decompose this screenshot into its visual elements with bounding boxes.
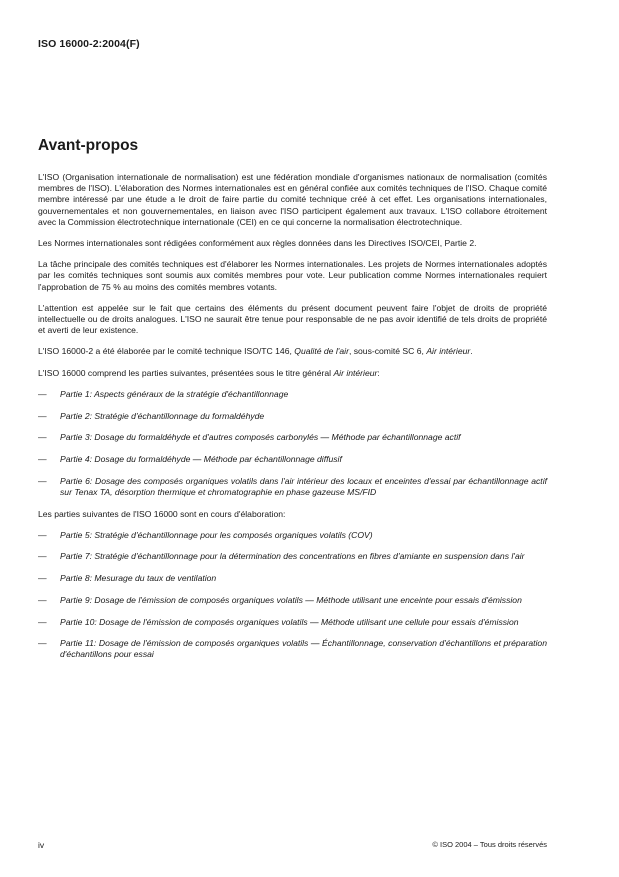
- paragraph-directives: Les Normes internationales sont rédigées conformément aux règles données dans les Directives ISO/CEI, Partie 2.: [38, 238, 477, 249]
- text-run: :: [377, 367, 380, 378]
- dash-bullet: —: [38, 573, 47, 584]
- list-item-text: Partie 8: Mesurage du taux de ventilation: [60, 573, 217, 584]
- dash-bullet: —: [38, 432, 47, 443]
- page-number: iv: [38, 840, 45, 850]
- list-item: [38, 573, 547, 584]
- dash-bullet: —: [38, 529, 47, 540]
- list-item: [38, 411, 547, 422]
- dash-bullet: —: [38, 453, 47, 464]
- list-item: [38, 595, 547, 606]
- list-item-text: Partie 5: Stratégie d'échantillonnage pour les composés organiques volatils (COV): [60, 529, 373, 540]
- dash-bullet: —: [38, 638, 47, 649]
- list-item: [38, 551, 547, 562]
- paragraph-upcoming-intro: Les parties suivantes de l'ISO 16000 sont en cours d'élaboration:: [38, 508, 286, 519]
- committee-title: Qualité de l'air: [294, 346, 349, 357]
- list-item: [38, 389, 547, 400]
- dash-bullet: —: [38, 616, 47, 627]
- dash-bullet: —: [38, 410, 47, 421]
- dash-bullet: —: [38, 594, 47, 605]
- list-item: [38, 454, 547, 465]
- upcoming-parts-list: [38, 530, 547, 661]
- list-item-text: Partie 3: Dosage du formaldéhyde et d'autres composés carbonylés — Méthode par échantillonnage actif: [60, 432, 461, 443]
- list-item-text: Partie 11: Dosage de l'émission de composés organiques volatils — Échantillonnage, conservation d'échantillons et préparation d'échantillons pour essai: [60, 638, 547, 660]
- subcommittee-title: Air intérieur: [426, 346, 471, 357]
- list-item: [38, 530, 547, 541]
- paragraph-prepared-by: [38, 346, 547, 357]
- copyright-notice: © ISO 2004 – Tous droits réservés: [432, 840, 547, 849]
- list-item-text: Partie 6: Dosage des composés organiques volatils dans l'air intérieur des locaux et enceintes d'essai par échantillonnage actif sur Tenax TA, désorption thermique et chromatographie en phase gazeuse MS/FID: [60, 475, 547, 497]
- list-item-text: Partie 7: Stratégie d'échantillonnage pour la détermination des concentrations en fibres d'amiante en suspension dans l'air: [60, 551, 525, 562]
- list-item-text: Partie 1: Aspects généraux de la stratégie d'échantillonnage: [60, 388, 289, 399]
- list-item: [38, 432, 547, 443]
- text-run: .: [470, 346, 473, 357]
- paragraph-parts-intro: [38, 368, 547, 379]
- document-id-header: ISO 16000-2:2004(F): [38, 38, 140, 50]
- list-item-text: Partie 9: Dosage de l'émission de composés organiques volatils — Méthode utilisant une enceinte pour essais d'émission: [60, 594, 522, 605]
- list-item: [38, 476, 547, 498]
- list-item-text: Partie 2: Stratégie d'échantillonnage du formaldéhyde: [60, 410, 265, 421]
- general-title: Air intérieur: [333, 367, 378, 378]
- list-item: [38, 638, 547, 660]
- text-run: , sous-comité SC 6,: [348, 346, 427, 357]
- published-parts-list: [38, 389, 547, 498]
- paragraph-patent-rights: L'attention est appelée sur le fait que certains des éléments du présent document peuvent faire l'objet de droits de propriété intellectuelle ou de droits analogues. L'ISO ne saurait être tenue pour responsable de ne pas avoir identifié de tels droits de propriété et averti de leur existence.: [38, 302, 547, 336]
- paragraph-iso-intro: L'ISO (Organisation internationale de normalisation) est une fédération mondiale d'organismes nationaux de normalisation (comités membres de l'ISO). L'élaboration des Normes internationales est en général confiée aux comités techniques de l'ISO. Chaque comité membre intéressé par une étude a le droit de faire partie du comité technique créé à cet effet. Les organisations internationales, gouvernementales et non gouvernementales, en liaison avec l'ISO participent également aux travaux. L'ISO collabore étroitement avec la Commission électrotechnique internationale (CEI) en ce qui concerne la normalisation électrotechnique.: [38, 172, 547, 227]
- list-item: [38, 617, 547, 628]
- document-body: [38, 172, 547, 671]
- list-item-text: Partie 4: Dosage du formaldéhyde — Méthode par échantillonnage diffusif: [60, 453, 342, 464]
- dash-bullet: —: [38, 388, 47, 399]
- paragraph-technical-committees: La tâche principale des comités techniques est d'élaborer les Normes internationales. Les projets de Normes internationales adoptés par les comités techniques sont soumis aux comités membres pour vote. Leur publication comme Normes internationales requiert l'approbation de 75 % au moins des comités membres votants.: [38, 259, 547, 292]
- list-item-text: Partie 10: Dosage de l'émission de composés organiques volatils — Méthode utilisant une cellule pour essais d'émission: [60, 616, 519, 627]
- dash-bullet: —: [38, 551, 47, 562]
- text-run: L'ISO 16000 comprend les parties suivantes, présentées sous le titre général: [38, 367, 334, 378]
- dash-bullet: —: [38, 475, 47, 486]
- text-run: L'ISO 16000-2 a été élaborée par le comité technique ISO/TC 146,: [38, 346, 295, 357]
- section-title: Avant-propos: [38, 137, 139, 154]
